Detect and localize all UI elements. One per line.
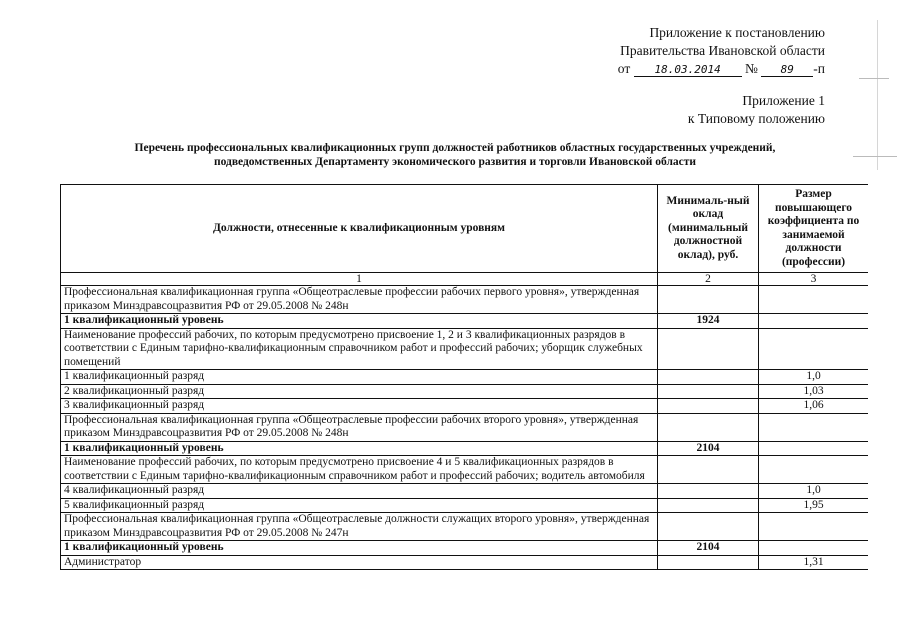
qualification-table-container xyxy=(60,184,868,640)
coefficient-cell: 1,95 xyxy=(759,498,869,513)
position-cell: Профессиональная квалификационная группа «Общеотраслевые профессии рабочих первого уровня», утвержденная приказом Минздравсоцразвития РФ от 29.05.2008 № 248н xyxy=(61,286,658,314)
position-cell: 1 квалификационный разряд xyxy=(61,370,658,385)
table-row xyxy=(61,484,869,499)
salary-cell xyxy=(658,399,759,414)
coefficient-cell xyxy=(759,314,869,329)
table-row xyxy=(61,413,869,441)
table-body xyxy=(61,286,869,570)
coefficient-cell xyxy=(759,413,869,441)
salary-cell: 1924 xyxy=(658,314,759,329)
position-cell: Администратор xyxy=(61,555,658,570)
salary-cell xyxy=(658,328,759,370)
scan-margin-marks xyxy=(839,20,899,180)
coefficient-cell: 1,0 xyxy=(759,370,869,385)
appendix-line-1: Приложение 1 xyxy=(742,93,825,108)
header-positions: Должности, отнесенные к квалификационным уровням xyxy=(61,185,658,273)
table-row xyxy=(61,456,869,484)
salary-cell xyxy=(658,456,759,484)
handwritten-number: 89 xyxy=(761,63,813,77)
coefficient-cell xyxy=(759,286,869,314)
salary-cell xyxy=(658,384,759,399)
table-row xyxy=(61,286,869,314)
column-number-row xyxy=(61,273,869,286)
salary-cell: 2104 xyxy=(658,441,759,456)
column-number: 2 xyxy=(658,273,759,286)
position-cell: Наименование профессий рабочих, по которым предусмотрено присвоение 4 и 5 квалификационных разрядов в соответствии с Единым тарифно-квалификационным справочником работ и профессий рабочих; водитель автомобиля xyxy=(61,456,658,484)
date-prefix: от xyxy=(617,61,631,76)
header-coefficient: Размер повышающего коэффициента по занимаемой должности (профессии) xyxy=(759,185,869,273)
coefficient-cell: 1,31 xyxy=(759,555,869,570)
table-row xyxy=(61,513,869,541)
coefficient-cell: 1,03 xyxy=(759,384,869,399)
number-sign: № xyxy=(745,61,758,76)
coefficient-cell: 1,0 xyxy=(759,484,869,499)
position-cell: 1 квалификационный уровень xyxy=(61,314,658,329)
decree-reference xyxy=(618,24,825,78)
salary-cell: 2104 xyxy=(658,541,759,556)
position-cell: 1 квалификационный уровень xyxy=(61,541,658,556)
position-cell: 5 квалификационный разряд xyxy=(61,498,658,513)
document-title xyxy=(60,141,850,169)
coefficient-cell xyxy=(759,328,869,370)
title-line-2: подведомственных Департаменту экономического развития и торговли Ивановской области xyxy=(213,156,697,168)
qualification-table xyxy=(60,184,868,570)
table-row xyxy=(61,328,869,370)
table-row xyxy=(61,384,869,399)
table-row xyxy=(61,441,869,456)
position-cell: 3 квалификационный разряд xyxy=(61,399,658,414)
salary-cell xyxy=(658,484,759,499)
coefficient-cell: 1,06 xyxy=(759,399,869,414)
position-cell: Профессиональная квалификационная группа «Общеотраслевые должности служащих второго уровня», утвержденная приказом Минздравсоцразвития РФ от 29.05.2008 № 247н xyxy=(61,513,658,541)
table-row xyxy=(61,370,869,385)
appendix-line-2: к Типовому положению xyxy=(687,111,825,126)
decree-line-1: Приложение к постановлению xyxy=(649,25,825,40)
table-header-row xyxy=(61,185,869,273)
coefficient-cell xyxy=(759,441,869,456)
appendix-reference xyxy=(688,92,825,128)
position-cell: Профессиональная квалификационная группа «Общеотраслевые профессии рабочих второго уровня», утвержденная приказом Минздравсоцразвития РФ от 29.05.2008 № 248н xyxy=(61,413,658,441)
salary-cell xyxy=(658,286,759,314)
coefficient-cell xyxy=(759,456,869,484)
header-min-salary: Минималь-ный оклад (минимальный должностной оклад), руб. xyxy=(658,185,759,273)
decree-date-line xyxy=(618,60,825,78)
coefficient-cell xyxy=(759,541,869,556)
table-row xyxy=(61,314,869,329)
position-cell: 4 квалификационный разряд xyxy=(61,484,658,499)
salary-cell xyxy=(658,370,759,385)
number-suffix: -п xyxy=(813,61,825,76)
salary-cell xyxy=(658,498,759,513)
salary-cell xyxy=(658,555,759,570)
column-number: 3 xyxy=(759,273,869,286)
handwritten-date: 18.03.2014 xyxy=(634,63,742,77)
table-row xyxy=(61,555,869,570)
table-row xyxy=(61,498,869,513)
coefficient-cell xyxy=(759,513,869,541)
position-cell: Наименование профессий рабочих, по которым предусмотрено присвоение 1, 2 и 3 квалификационных разрядов в соответствии с Единым тарифно-квалификационным справочником работ и профессий рабочих; уборщик служебных помещений xyxy=(61,328,658,370)
table-row xyxy=(61,541,869,556)
decree-line-2: Правительства Ивановской области xyxy=(620,43,825,58)
title-line-1: Перечень профессиональных квалификационных групп должностей работников областных государственных учреждений, xyxy=(134,142,776,154)
table-row xyxy=(61,399,869,414)
position-cell: 1 квалификационный уровень xyxy=(61,441,658,456)
salary-cell xyxy=(658,513,759,541)
position-cell: 2 квалификационный разряд xyxy=(61,384,658,399)
salary-cell xyxy=(658,413,759,441)
column-number: 1 xyxy=(61,273,658,286)
